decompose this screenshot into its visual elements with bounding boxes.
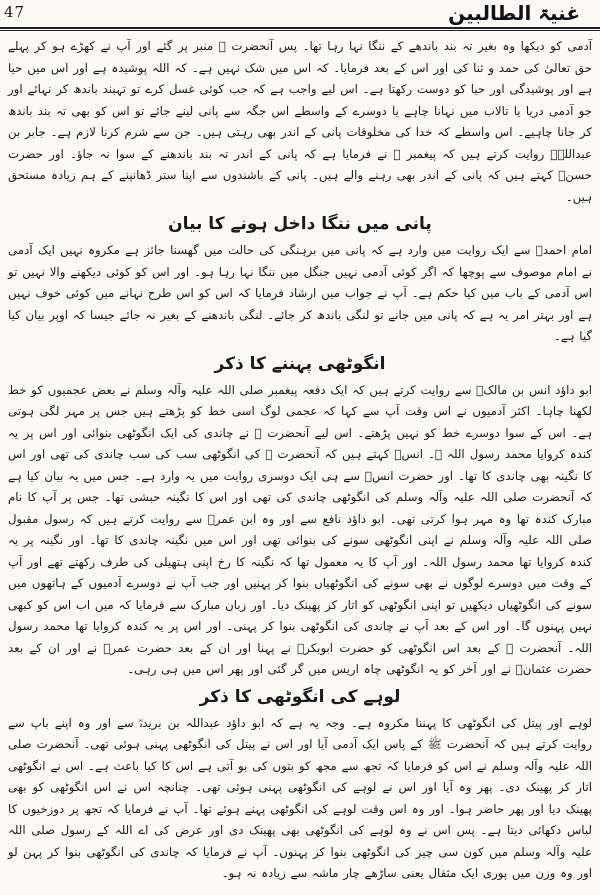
body-paragraph-iron-ring: لوہے اور پیتل کی انگوٹھی کا پہننا مکروہ ہے۔ وجہ یہ ہے کہ ابو داؤد عبداللہ بن بریدہؓ سے اور وہ اپنے باپ سے روایت کرتے ہیں کہ آنحضرت ﷺ کے پاس ایک آدمی آیا اور اس نے پیتل کی انگوٹھی پہنی ہوئی تھی۔ آنحضرت صلی اللہ علیہ وآلہ وسلم نے اس کو فرمایا کہ تجھ سے مجھ کو بتوں کی بو آتی ہے اس کا کیا باعث ہے۔ اس نے انگوٹھی اتار کر پھینک دی۔ پھر وہ آیا اور اس نے لوہے کی انگوٹھی پہنی ہوئی تھی۔ چنانچہ اس نے اس انگوٹھی کو بھی پھینک دیا اور پھر حاضر ہوا۔ اور وہ اس وقت لوہے کی انگوٹھی پہنے ہوئے تھا۔ آپ نے فرمایا کہ تجھ پر دوزخیوں کا لباس دکھائی دیتا ہے۔ پس اس نے وہ لوہے کی انگوٹھی بھی پھینک دی اور عرض کی اے اللہ کے رسول صلی اللہ علیہ وآلہ وسلم میں کون سی چیز کی انگوٹھی بنوا کر پہنوں۔ آپ نے فرمایا کہ چاندی کی انگوٹھی بنوا کر پہن لو اور وہ وزن میں پوری ایک مثقال یعنی ساڑھے چار ماشہ سے زیادہ نہ ہو۔ bbox=[8, 715, 592, 880]
section-heading-iron-ring: لوہے کی انگوٹھی کا ذکر bbox=[199, 686, 401, 707]
book-title: غنیۃ الطالبین bbox=[448, 1, 580, 25]
body-paragraph-continued: آدمی کو دیکھا وہ بغیر تہ بند باندھے کے ننگا نہا رہا تھا۔ پس آنحضرت ﷺ منبر پر گئے اور آپ نے کھڑے ہو کر پہلے حق تعالیٰ کی حمد و ثنا کی اور اس کے بعد فرمایا۔ کہ اس میں شک نہیں ہے۔ کہ اللہ پوشیدہ ہے اور اس میں حیا ہے اور پوشیدگی اور حیا کو دوست رکھتا ہے۔ اس لیے واجب ہے کہ جب کوئی غسل کرے تو تہبند باندھ کر نہائے اور جو آدمی دریا یا تالاب میں نہانا چاہے یا دوسرے کے واسطے اس جگہ سے پانی لینے جائے تو اس کو بھی تہ بند باندھ کر جانا چاہیے۔ اس واسطے کہ خدا کی مخلوقات پانی کے اندر بھی رہتی ہیں۔ جن سے شرم کرنا لازم ہے۔ جابر بن عبداللہؓ روایت کرتے ہیں کہ پیغمبر ﷺ نے فرمایا ہے کہ پانی کے اندر تہ بند باندھنے کے سوا نہ جاؤ۔ اور حضرت حسنؓ کہتے ہیں کہ پانی کے اندر بھی رہنے والے ہیں۔ پانی کے باشندوں سے اپنا ستر ڈھانپنے کے ہم زیادہ مستحق ہیں۔ bbox=[8, 39, 592, 204]
header-rule bbox=[0, 27, 600, 29]
section-heading-wearing-ring: انگوٹھی پہننے کا ذکر bbox=[214, 353, 386, 374]
section-heading-entering-water: پانی میں ننگا داخل ہونے کا بیان bbox=[168, 214, 432, 234]
page-header bbox=[0, 0, 600, 28]
body-paragraph-entering-water: امام احمدؒ سے ایک روایت میں وارد ہے کہ پانی میں برہنگی کی حالت میں گھسنا جائز ہے مکروہ نہیں ایک آدمی نے امام موصوف سے پوچھا کہ اگر کوئی آدمی نہیں جنگل میں ننگا نہا رہا ہو۔ اور اس کو کوئی دیکھنے والا نہیں تو اس آدمی کے باب میں کیا حکم ہے۔ آپ نے جواب میں ارشاد فرمایا کہ اس کو اس طرح نہانے میں کوئی خوف نہیں ہے اور بہتر امر یہ ہے کہ پانی میں جانے تو لنگی باندھ کر جائے۔ لنگی باندھنے کے بغیر نہ جائے جیسا کہ اوپر بیان کیا گیا ہے۔ bbox=[8, 243, 592, 343]
header-rule-thin bbox=[0, 30, 600, 31]
page-body bbox=[8, 36, 592, 885]
page-number: 47 bbox=[4, 3, 26, 21]
body-paragraph-wearing-ring: ابو داؤد انس بن مالکؓ سے روایت کرتے ہیں کہ ایک دفعہ پیغمبر صلی اللہ علیہ وآلہ وسلم نے بعض عجمیوں کو خط لکھنا چاہا۔ اکثر آدمیوں نے اس وقت آپ سے کہا کہ عجمی لوگ اسی خط کو پڑھتے ہیں جس پر مہر لگی ہوتی ہے۔ اس کے سوا دوسرے خط کو نہیں پڑھتے۔ اس لیے آنحضرت ﷺ نے چاندی کی ایک انگوٹھی بنوائی اور اس پر یہ کندہ کروایا محمد رسول اللہ ﷺ۔ انسؓ کہتے ہیں کہ آنحضرت ﷺ کی انگوٹھی سب کی سب چاندی کی تھی اور اس کا نگینہ بھی چاندی کا تھا۔ اور حضرت انسؓ سے ہی ایک دوسری روایت میں یہ وارد ہے۔ جس میں یہ بیان کیا ہے کہ آنحضرت صلی اللہ علیہ وآلہ وسلم کی انگوٹھی چاندی کی تھی اور اس کا نگینہ حبشی تھا۔ جس پر آپ کا نام مبارک کندہ تھا وہ مہر ہوا کرتی تھی۔ ابو داؤد نافع سے اور وہ ابن عمرؓ سے روایت کرتے ہیں کہ رسول مقبول صلی اللہ علیہ وآلہ وسلم نے اپنی انگوٹھی سونے کی بنوائی تھی اور اس میں نگینہ چاندی کا تھا۔ اور نگینہ پر یہ کندہ کروایا تھا محمد رسول اللہ۔ اور آپ کا یہ معمول تھا کہ نگینہ کا رخ اپنی ہتھیلی کی طرف رکھتے تھے اور آپ کے وقت میں دوسرے لوگوں نے بھی سونے کی انگوٹھیاں بنوا کر پہنیں اور جب آپ نے دوسرے آدمیوں کے ہاتھوں میں سونے کی انگوٹھیاں دیکھیں تو اپنی انگوٹھی کو اتار کر پھینک دیا۔ اور زبان مبارک سے فرمایا کہ میں اب اس کو کبھی نہیں پہنوں گا۔ اور اس کے بعد آپ نے چاندی کی انگوٹھی بنوا کر پہنی۔ اور اس پر یہ کندہ کروایا تھا محمد رسول اللہ۔ آنحضرت ﷺ کے بعد اس انگوٹھی کو حضرت ابوبکرؓ نے پہنا اور ان کے بعد حضرت عمرؓ نے اور ان کے بعد حضرت عثمانؓ نے اور آخر کو یہ انگوٹھی چاہ اریس میں گر گئی اور پھر اس میں ہی رہی۔ bbox=[8, 382, 592, 676]
